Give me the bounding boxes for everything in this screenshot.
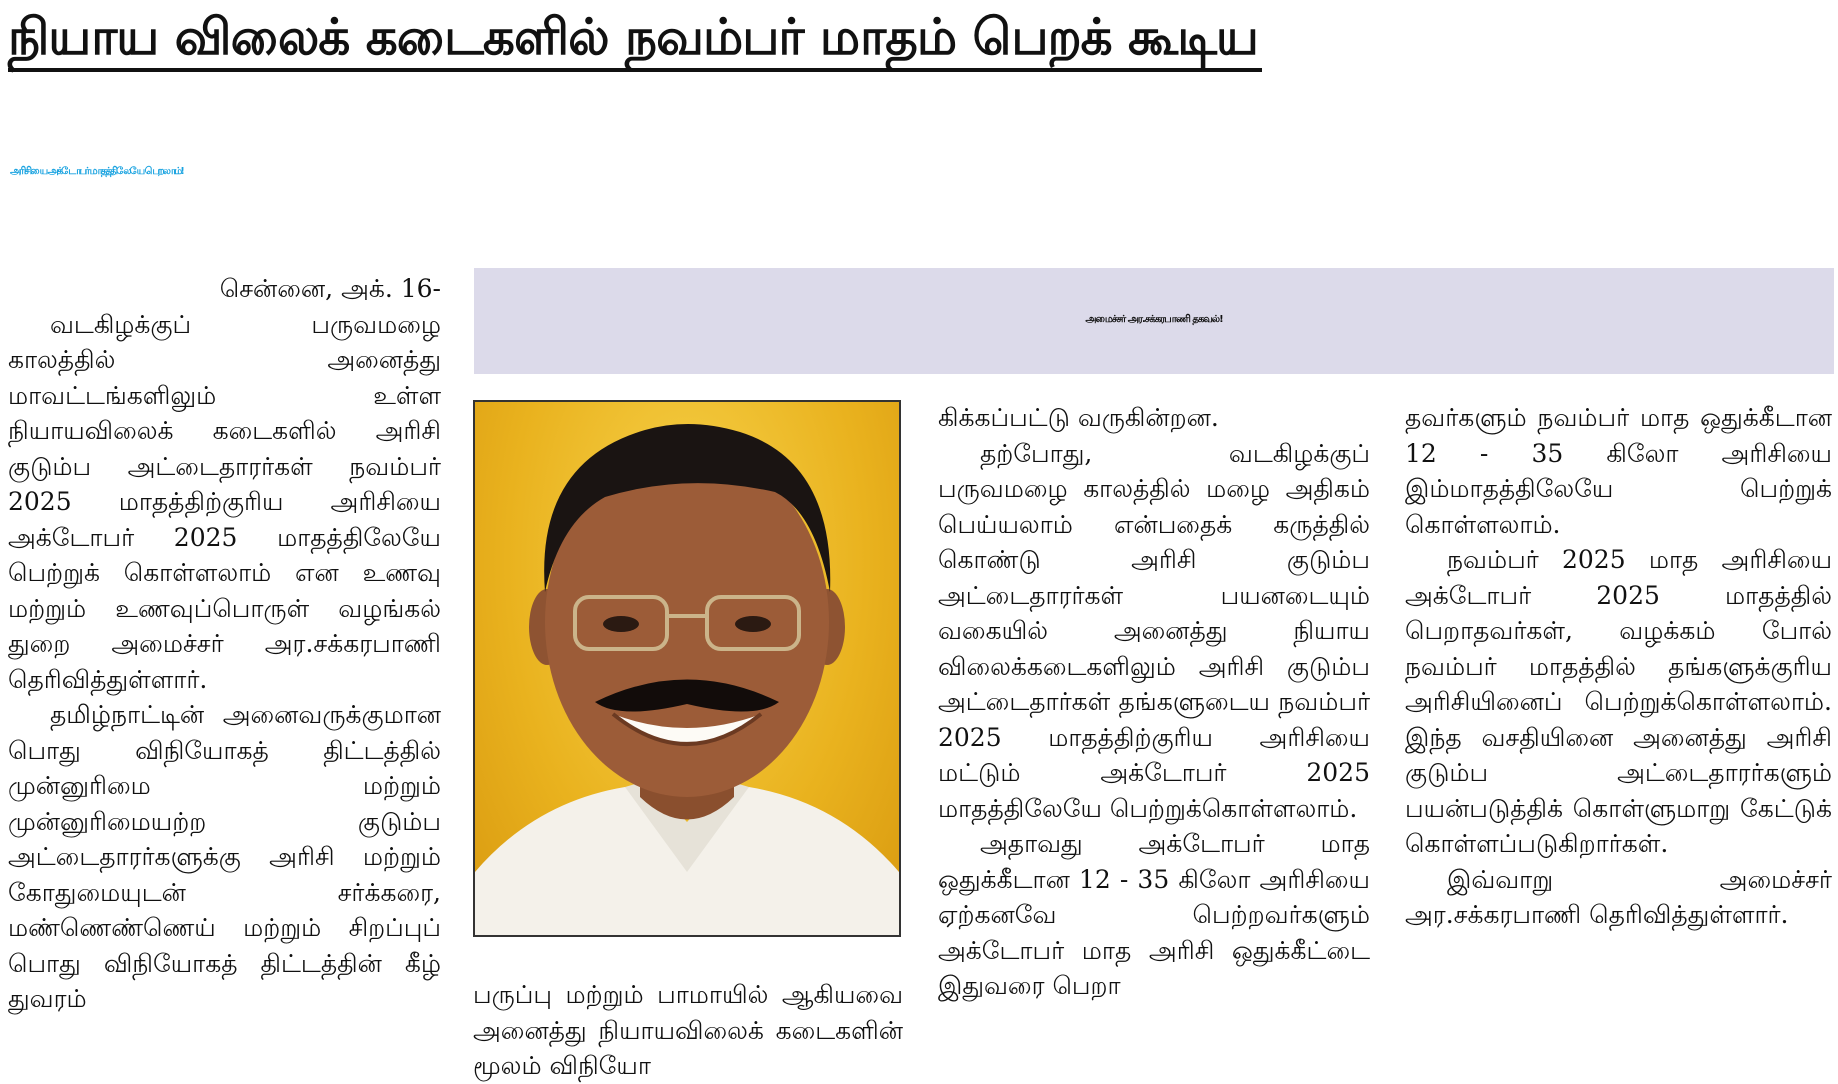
article-column-4 <box>1405 400 1832 933</box>
column-4-paragraph-3: இவ்வாறு அமைச்சர் அர.சக்கரபாணி தெரிவித்துள்ளார். <box>1405 864 1832 929</box>
column-3-paragraph-3: அதாவது அக்டோபர் மாத ஒதுக்கீடான 12 - 35 கிலோ அரிசியை ஏற்கனவே பெற்றவர்களும் அக்டோபர் மாத அரிசி ஒதுக்கீட்டை இதுவரை பெறா <box>938 829 1370 1000</box>
dateline: சென்னை, அக். 16- <box>219 274 441 303</box>
column-2-paragraph-1: பருப்பு மற்றும் பாமாயில் ஆகியவை அனைத்து நியாயவிலைக் கடைகளின் மூலம் விநியோ <box>473 980 903 1080</box>
column-3-paragraph-2: தற்போது, வடகிழக்குப் பருவமழை காலத்தில் மழை அதிகம் பெய்யலாம் என்பதைக் கருத்தில் கொண்டு அரிசி குடும்ப அட்டைதாரர்கள் பயனடையும் வகையில் அனைத்து நியாய விலைக்கடைகளிலும் அரிசி குடும்ப அட்டைதார்கள் தங்களுடைய நவம்பர் 2025 மாதத்திற்குரிய அரிசியை மட்டும் அக்டோபர் 2025 மாதத்திலேயே பெற்றுக்கொள்ளலாம். <box>938 438 1370 823</box>
column-1-paragraph-1: வடகிழக்குப் பருவமழை காலத்தில் அனைத்து மாவட்டங்களிலும் உள்ள நியாயவிலைக் கடைகளில் அரிசி குடும்ப அட்டைதாரர்கள் நவம்பர் 2025 மாதத்திற்குரிய அரிசியை அக்டோபர் 2025 மாதத்திலேயே பெற்றுக் கொள்ளலாம் என உணவு மற்றும் உணவுப்பொருள் வழங்கல் துறை அமைச்சர் அர.சக்கரபாணி தெரிவித்துள்ளார். <box>8 309 441 694</box>
column-4-paragraph-2: நவம்பர் 2025 மாத அரிசியை அக்டோபர் 2025 மாதத்தில் பெறாதவர்கள், வழக்கம் போல் நவம்பர் மாதத்தில் தங்களுக்குரிய அரிசியினைப் பெற்றுக்கொள்ளலாம். இந்த வசதியினை அனைத்து அரிசி குடும்ப அட்டைதாரர்களும் பயன்படுத்திக் கொள்ளுமாறு கேட்டுக் கொள்ளப்படுகிறார்கள். <box>1405 545 1832 858</box>
kicker-headline: நியாய விலைக் கடைகளில் நவம்பர் மாதம் பெறக் கூடிய <box>8 6 1262 72</box>
column-3-paragraph-1: கிக்கப்பட்டு வருகின்றன. <box>938 403 1219 432</box>
article-column-2 <box>473 977 903 1084</box>
column-1-paragraph-2: தமிழ்நாட்டின் அனைவருக்குமான பொது விநியோகத் திட்டத்தில் முன்னுரிமை மற்றும் முன்னுரிமையற்ற குடும்ப அட்டைதாரர்களுக்கு அரிசி மற்றும் கோதுமையுடன் சர்க்கரை, மண்ணெண்ணெய் மற்றும் சிறப்புப் பொது விநியோகத் திட்டத்தின் கீழ் துவரம் <box>8 700 441 1013</box>
subhead-banner <box>474 268 1834 374</box>
article-column-1 <box>8 271 441 1017</box>
main-headline: அரிசியை அக்டோபர் மாதத்திலேயே பெறலாம்! <box>10 166 183 177</box>
article-column-3 <box>938 400 1370 1004</box>
minister-portrait-photo <box>473 400 901 937</box>
subhead-text: அமைச்சர் அர.சக்கரபாணி தகவல்! <box>1085 314 1223 325</box>
portrait-illustration <box>475 402 899 935</box>
column-4-paragraph-1: தவர்களும் நவம்பர் மாத ஒதுக்கீடான 12 - 35 கிலோ அரிசியை இம்மாதத்திலேயே பெற்றுக் கொள்ளலாம். <box>1405 403 1832 539</box>
